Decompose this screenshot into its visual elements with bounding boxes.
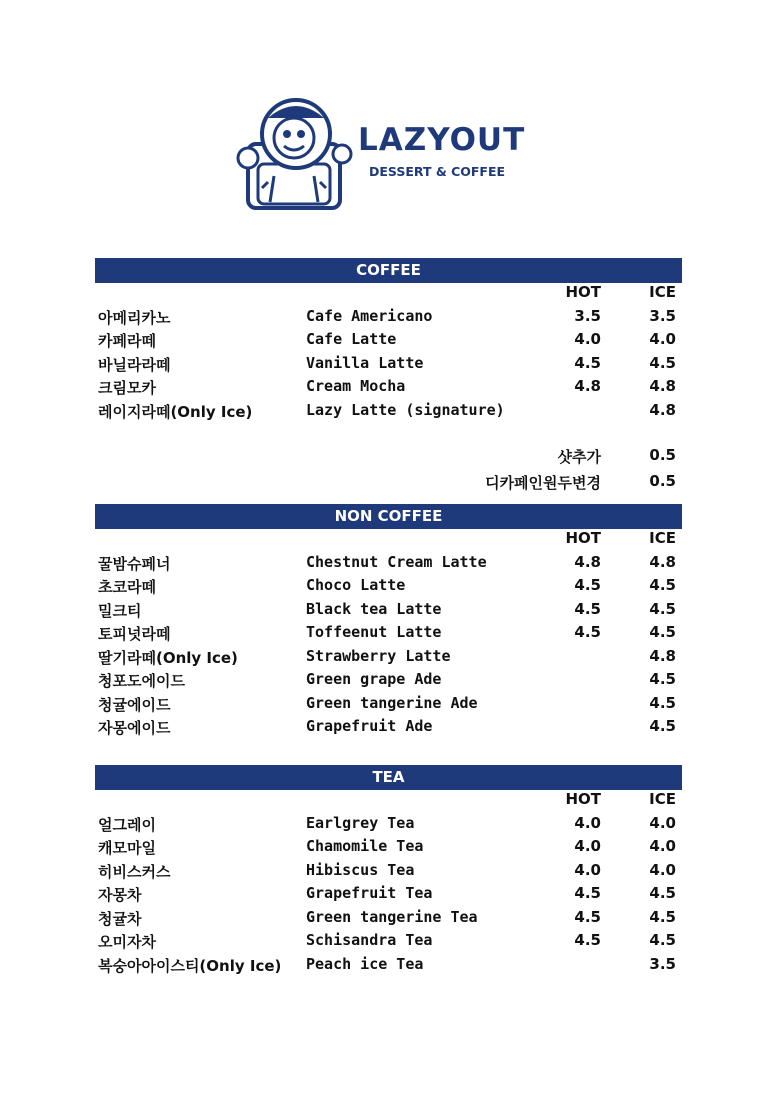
item-english-name: Cafe Americano bbox=[306, 306, 433, 325]
item-ice-price: 4.5 bbox=[649, 907, 676, 926]
section-tea bbox=[95, 765, 682, 978]
item-korean-name: 토피넛라떼 bbox=[98, 625, 171, 643]
item-english-name: Strawberry Latte bbox=[306, 646, 451, 665]
column-header-row bbox=[95, 790, 682, 814]
item-korean-name: 딸기라떼(Only Ice) bbox=[98, 648, 238, 667]
menu-item bbox=[95, 354, 682, 378]
item-ice-price: 4.0 bbox=[649, 330, 676, 348]
item-english-name: Peach ice Tea bbox=[306, 954, 424, 973]
brand-logo bbox=[234, 92, 534, 214]
menu-item bbox=[95, 814, 682, 838]
extra-label: 디카페인원두변경 bbox=[485, 474, 601, 492]
menu-item bbox=[95, 377, 682, 401]
hot-header: HOT bbox=[565, 283, 601, 301]
menu-item bbox=[95, 861, 682, 885]
item-korean-name: 바닐라라떼 bbox=[98, 355, 171, 374]
item-korean-name: 자몽에이드 bbox=[98, 719, 171, 737]
menu-item bbox=[95, 576, 682, 600]
item-ice-price: 4.5 bbox=[649, 599, 676, 618]
item-hot-price: 3.5 bbox=[574, 306, 601, 325]
ice-header: ICE bbox=[649, 529, 676, 547]
item-ice-price: 4.5 bbox=[649, 576, 676, 594]
item-ice-price: 4.0 bbox=[649, 813, 676, 832]
section-title: TEA bbox=[95, 765, 682, 790]
item-english-name: Cafe Latte bbox=[306, 330, 397, 348]
lazy-character-icon bbox=[234, 92, 354, 214]
column-header-row bbox=[95, 283, 682, 307]
item-korean-name: 레이지라떼(Only Ice) bbox=[98, 402, 253, 421]
section-title: COFFEE bbox=[95, 258, 682, 283]
item-english-name: Vanilla Latte bbox=[306, 353, 424, 372]
menu-item bbox=[95, 600, 682, 624]
item-english-name: Earlgrey Tea bbox=[306, 813, 415, 832]
menu-item bbox=[95, 330, 682, 354]
section-title: NON COFFEE bbox=[95, 504, 682, 529]
item-korean-name: 아메리카노 bbox=[98, 308, 171, 327]
item-ice-price: 4.8 bbox=[649, 377, 676, 395]
extra-price: 0.5 bbox=[649, 472, 676, 490]
item-english-name: Choco Latte bbox=[306, 576, 406, 594]
item-english-name: Black tea Latte bbox=[306, 599, 442, 618]
item-hot-price: 4.8 bbox=[574, 552, 601, 571]
section-non-coffee bbox=[95, 504, 682, 741]
item-hot-price: 4.5 bbox=[574, 576, 601, 594]
menu-item bbox=[95, 955, 682, 979]
item-english-name: Green grape Ade bbox=[306, 670, 442, 688]
menu-item bbox=[95, 694, 682, 718]
menu-item bbox=[95, 931, 682, 955]
item-korean-name: 얼그레이 bbox=[98, 815, 156, 834]
item-hot-price: 4.8 bbox=[574, 377, 601, 395]
item-ice-price: 4.5 bbox=[649, 693, 676, 712]
item-english-name: Green tangerine Tea bbox=[306, 907, 478, 926]
item-korean-name: 초코라떼 bbox=[98, 578, 156, 596]
item-hot-price: 4.0 bbox=[574, 860, 601, 879]
item-ice-price: 4.5 bbox=[649, 670, 676, 688]
item-ice-price: 4.8 bbox=[649, 552, 676, 571]
item-ice-price: 4.5 bbox=[649, 931, 676, 949]
item-ice-price: 3.5 bbox=[649, 306, 676, 325]
item-korean-name: 자몽차 bbox=[98, 886, 142, 904]
menu-item bbox=[95, 307, 682, 331]
item-hot-price: 4.5 bbox=[574, 907, 601, 926]
item-korean-name: 히비스커스 bbox=[98, 862, 171, 881]
item-ice-price: 4.8 bbox=[649, 400, 676, 419]
item-ice-price: 4.5 bbox=[649, 353, 676, 372]
brand-subtitle: DESSERT & COFFEE bbox=[369, 164, 506, 179]
hot-header: HOT bbox=[565, 790, 601, 808]
item-korean-name: 오미자차 bbox=[98, 933, 156, 951]
item-hot-price: 4.0 bbox=[574, 813, 601, 832]
column-header-row bbox=[95, 529, 682, 553]
section-coffee bbox=[95, 258, 682, 498]
item-ice-price: 4.8 bbox=[649, 646, 676, 665]
item-korean-name: 청포도에이드 bbox=[98, 672, 185, 690]
item-hot-price: 4.5 bbox=[574, 931, 601, 949]
item-hot-price: 4.5 bbox=[574, 353, 601, 372]
item-hot-price: 4.0 bbox=[574, 330, 601, 348]
item-english-name: Toffeenut Latte bbox=[306, 623, 442, 641]
item-english-name: Cream Mocha bbox=[306, 377, 406, 395]
ice-header: ICE bbox=[649, 790, 676, 808]
item-ice-price: 4.5 bbox=[649, 717, 676, 735]
menu-item bbox=[95, 670, 682, 694]
extra-price: 0.5 bbox=[649, 446, 676, 464]
item-korean-name: 카페라떼 bbox=[98, 332, 156, 350]
item-english-name: Grapefruit Ade bbox=[306, 717, 433, 735]
item-english-name: Schisandra Tea bbox=[306, 931, 433, 949]
brand-name: LAZYOUT bbox=[358, 122, 526, 158]
item-hot-price: 4.5 bbox=[574, 623, 601, 641]
menu-item bbox=[95, 401, 682, 425]
item-ice-price: 3.5 bbox=[649, 954, 676, 973]
menu-item bbox=[95, 717, 682, 741]
item-english-name: Chestnut Cream Latte bbox=[306, 552, 487, 571]
item-hot-price: 4.5 bbox=[574, 884, 601, 902]
menu-item bbox=[95, 553, 682, 577]
item-korean-name: 밀크티 bbox=[98, 601, 142, 620]
extra-option bbox=[95, 472, 682, 498]
item-english-name: Grapefruit Tea bbox=[306, 884, 433, 902]
item-ice-price: 4.5 bbox=[649, 623, 676, 641]
menu-item bbox=[95, 908, 682, 932]
extra-option bbox=[95, 446, 682, 472]
item-ice-price: 4.0 bbox=[649, 860, 676, 879]
hot-header: HOT bbox=[565, 529, 601, 547]
extra-label: 샷추가 bbox=[557, 448, 601, 466]
menu-item bbox=[95, 647, 682, 671]
item-english-name: Green tangerine Ade bbox=[306, 693, 478, 712]
item-korean-name: 청귤에이드 bbox=[98, 695, 171, 714]
item-korean-name: 크림모카 bbox=[98, 379, 156, 397]
item-english-name: Chamomile Tea bbox=[306, 837, 424, 855]
ice-header: ICE bbox=[649, 283, 676, 301]
item-korean-name: 청귤차 bbox=[98, 909, 142, 928]
item-ice-price: 4.0 bbox=[649, 837, 676, 855]
menu-item bbox=[95, 837, 682, 861]
menu-item bbox=[95, 884, 682, 908]
item-english-name: Lazy Latte (signature) bbox=[306, 400, 505, 419]
item-korean-name: 복숭아아이스티(Only Ice) bbox=[98, 956, 282, 975]
item-korean-name: 캐모마일 bbox=[98, 839, 156, 857]
item-ice-price: 4.5 bbox=[649, 884, 676, 902]
item-korean-name: 꿀밤슈페너 bbox=[98, 554, 171, 573]
item-hot-price: 4.5 bbox=[574, 599, 601, 618]
menu-item bbox=[95, 623, 682, 647]
item-hot-price: 4.0 bbox=[574, 837, 601, 855]
item-english-name: Hibiscus Tea bbox=[306, 860, 415, 879]
